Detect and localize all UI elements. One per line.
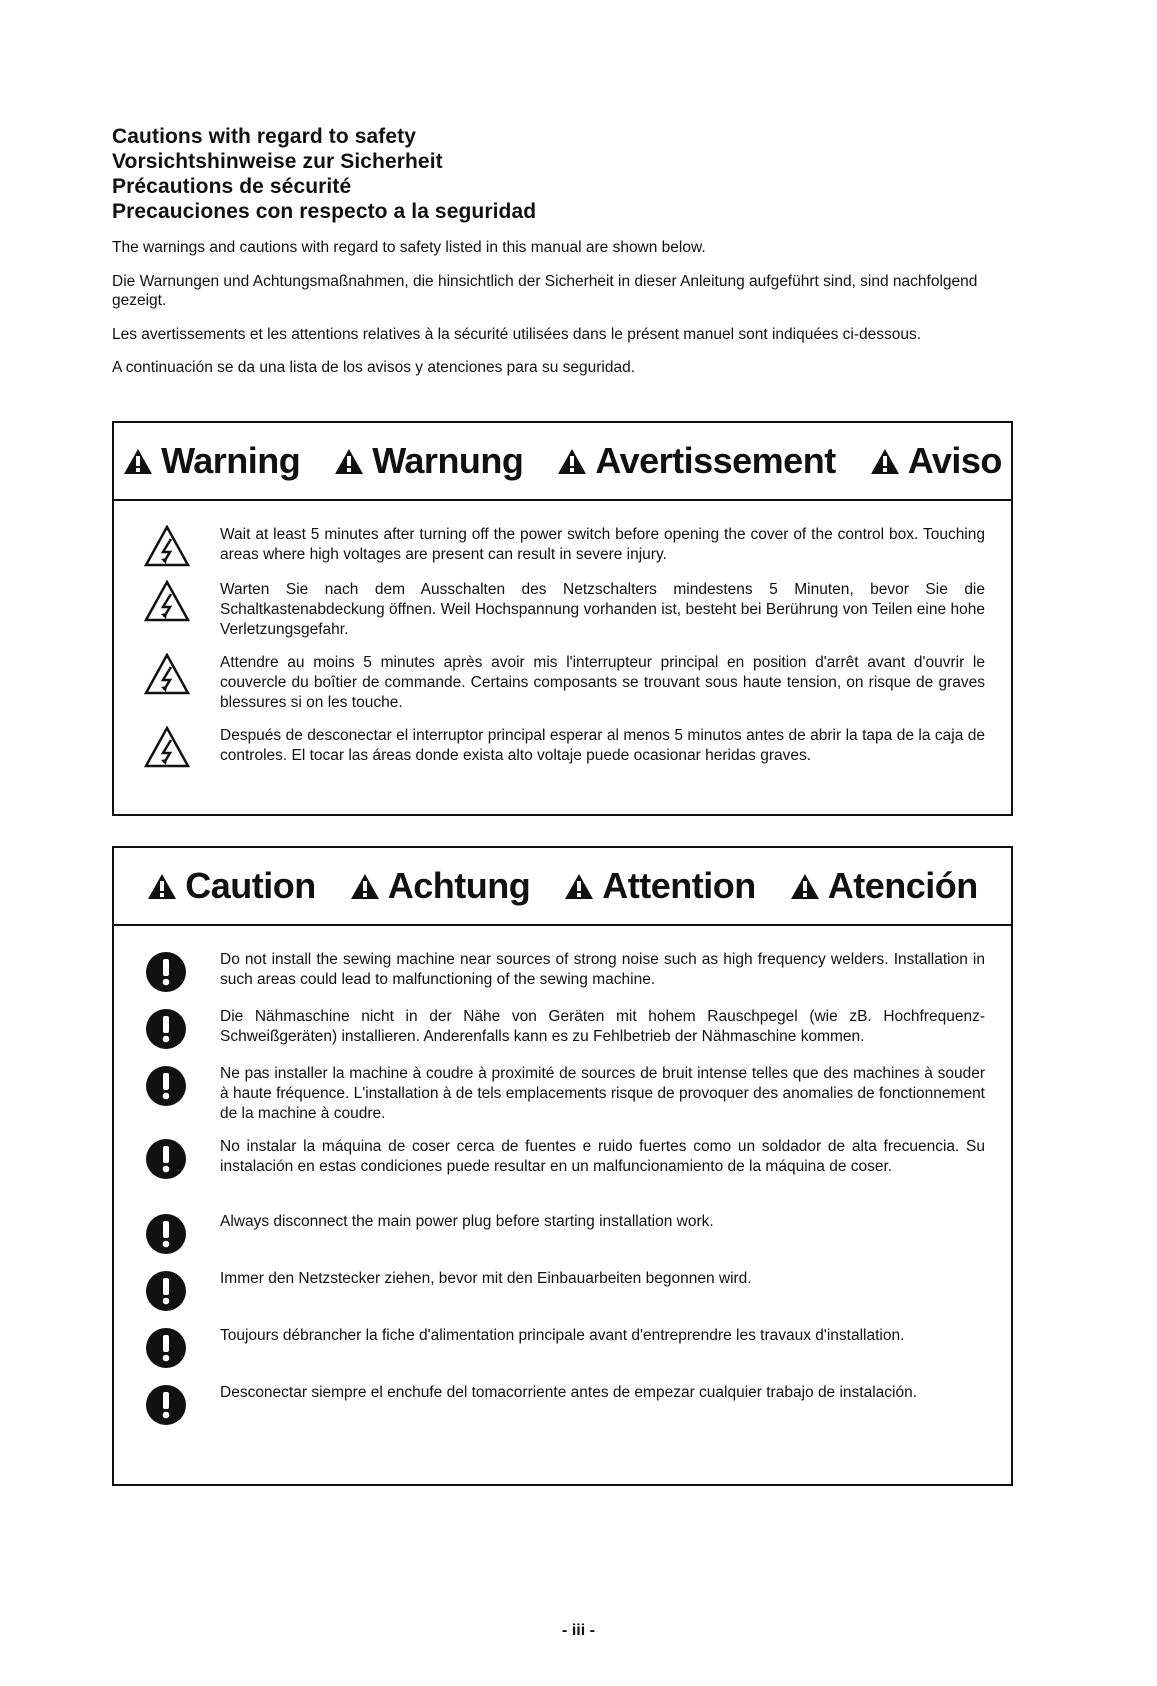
warning-triangle-icon [350,873,380,900]
intro-text [112,238,1017,392]
page-number: - iii - [562,1622,595,1639]
caution-heading-fr [564,865,755,907]
caution-item [144,1007,985,1051]
warning-item-en [144,525,985,567]
intro-fr: Les avertissements et les attentions relatives à la sécurité utilisées dans le présent manuel sont indiquées ci-dessous. [112,325,922,343]
mandatory-exclamation-icon [144,1269,188,1313]
intro-de: Die Warnungen und Achtungsmaßnahmen, die hinsichtlich der Sicherheit in dieser Anleitung aufgeführt sind, sind nachfolgend gezeigt. [112,272,978,309]
caution-heading-label: Achtung [387,865,531,906]
warning-heading-label: Warning [161,440,301,481]
mandatory-exclamation-icon [144,1383,188,1427]
electric-hazard-icon [144,726,190,768]
caution-item [144,1212,985,1256]
warning-triangle-icon [147,873,177,900]
warning-header [114,423,1011,501]
warning-text: Después de desconectar el interruptor principal esperar al menos 5 minutos antes de abrir la tapa de la caja de controles. El tocar las áreas donde exista alto voltaje puede ocasionar heridas graves. [220,727,985,764]
caution-heading-en [147,865,315,907]
caution-heading-de [350,865,530,907]
caution-item [144,1064,985,1124]
caution-item [144,1269,985,1313]
group-spacer [144,1194,985,1212]
warning-item-de [144,580,985,640]
caution-item [144,1326,985,1370]
warning-heading-label: Avertissement [595,440,836,481]
caution-box [112,846,1013,1486]
electric-hazard-icon [144,653,190,695]
caution-body [114,926,1011,1456]
title-de: Vorsichtshinweise zur Sicherheit [112,150,443,173]
mandatory-exclamation-icon [144,1007,188,1051]
caution-heading-label: Attention [602,865,756,906]
caution-text: Desconectar siempre el enchufe del tomacorriente antes de empezar cualquier trabajo de instalación. [220,1384,918,1401]
warning-heading-de [334,440,523,482]
electric-hazard-icon [144,580,190,622]
mandatory-exclamation-icon [144,1212,188,1256]
caution-heading-label: Caution [185,865,316,906]
warning-heading-label: Warnung [372,440,524,481]
warning-item-fr [144,653,985,713]
caution-heading-es [790,865,978,907]
electric-hazard-icon [144,525,190,567]
warning-heading-label: Aviso [907,440,1002,481]
caution-header [114,848,1011,926]
caution-text: Toujours débrancher la fiche d'alimentation principale avant d'entreprendre les travaux d'installation. [220,1327,905,1344]
title-en: Cautions with regard to safety [112,125,417,148]
warning-text: Warten Sie nach dem Ausschalten des Netzschalters mindestens 5 Minuten, bevor Sie die Schaltkastenabdeckung öffnen. Weil Hochspannung vorhanden ist, besteht bei Berührung von Teilen eine hohe Verletzungsgefahr. [220,581,985,638]
warning-text: Wait at least 5 minutes after turning off the power switch before opening the cover of the control box. Touching areas where high voltages are present can result in severe injury. [220,526,985,563]
section-titles [112,124,1012,224]
warning-heading-en [123,440,300,482]
warning-triangle-icon [870,448,900,475]
intro-en: The warnings and cautions with regard to safety listed in this manual are shown below. [112,239,706,256]
mandatory-exclamation-icon [144,1326,188,1370]
caution-item [144,950,985,994]
warning-item-es [144,726,985,768]
caution-text: Ne pas installer la machine à coudre à proximité de sources de bruit intense telles que des machines à souder à haute fréquence. L'installation à de tels emplacements risque de provoquer des anomalies de fonctionnement de la machine à coudre. [220,1065,985,1122]
caution-item [144,1383,985,1427]
caution-text: Do not install the sewing machine near sources of strong noise such as high frequency welders. Installation in such areas could lead to malfunctioning of the sewing machine. [220,951,985,988]
mandatory-exclamation-icon [144,1064,188,1108]
mandatory-exclamation-icon [144,1137,188,1181]
warning-triangle-icon [557,448,587,475]
warning-triangle-icon [564,873,594,900]
mandatory-exclamation-icon [144,950,188,994]
warning-triangle-icon [790,873,820,900]
warning-body [114,501,1011,797]
caution-text: Always disconnect the main power plug before starting installation work. [220,1213,714,1230]
warning-heading-fr [557,440,835,482]
warning-triangle-icon [334,448,364,475]
caution-text: No instalar la máquina de coser cerca de fuentes e ruido fuertes como un soldador de alta frecuencia. Su instalación en estas condiciones puede resultar en un malfuncionamiento de la máquina de coser. [220,1138,985,1175]
warning-triangle-icon [123,448,153,475]
title-fr: Précautions de sécurité [112,175,352,198]
warning-heading-es [870,440,1002,482]
caution-heading-label: Atención [827,865,978,906]
warning-box [112,421,1013,816]
intro-es: A continuación se da una lista de los avisos y atenciones para su seguridad. [112,359,636,376]
caution-item [144,1137,985,1181]
warning-text: Attendre au moins 5 minutes après avoir mis l'interrupteur principal en position d'arrêt avant d'ouvrir le couvercle du boîtier de commande. Certains composants se trouvant sous haute tension, on risque de graves blessures si on les touche. [220,654,985,711]
caution-text: Immer den Netzstecker ziehen, bevor mit den Einbauarbeiten begonnen wird. [220,1270,752,1287]
caution-text: Die Nähmaschine nicht in der Nähe von Geräten mit hohem Rauschpegel (wie zB. Hochfrequenz-Schweißgeräten) installieren. Anderenfalls kann es zu Fehlbetrieb der Nähmaschine kommen. [220,1008,985,1045]
title-es: Precauciones con respecto a la seguridad [112,200,537,223]
